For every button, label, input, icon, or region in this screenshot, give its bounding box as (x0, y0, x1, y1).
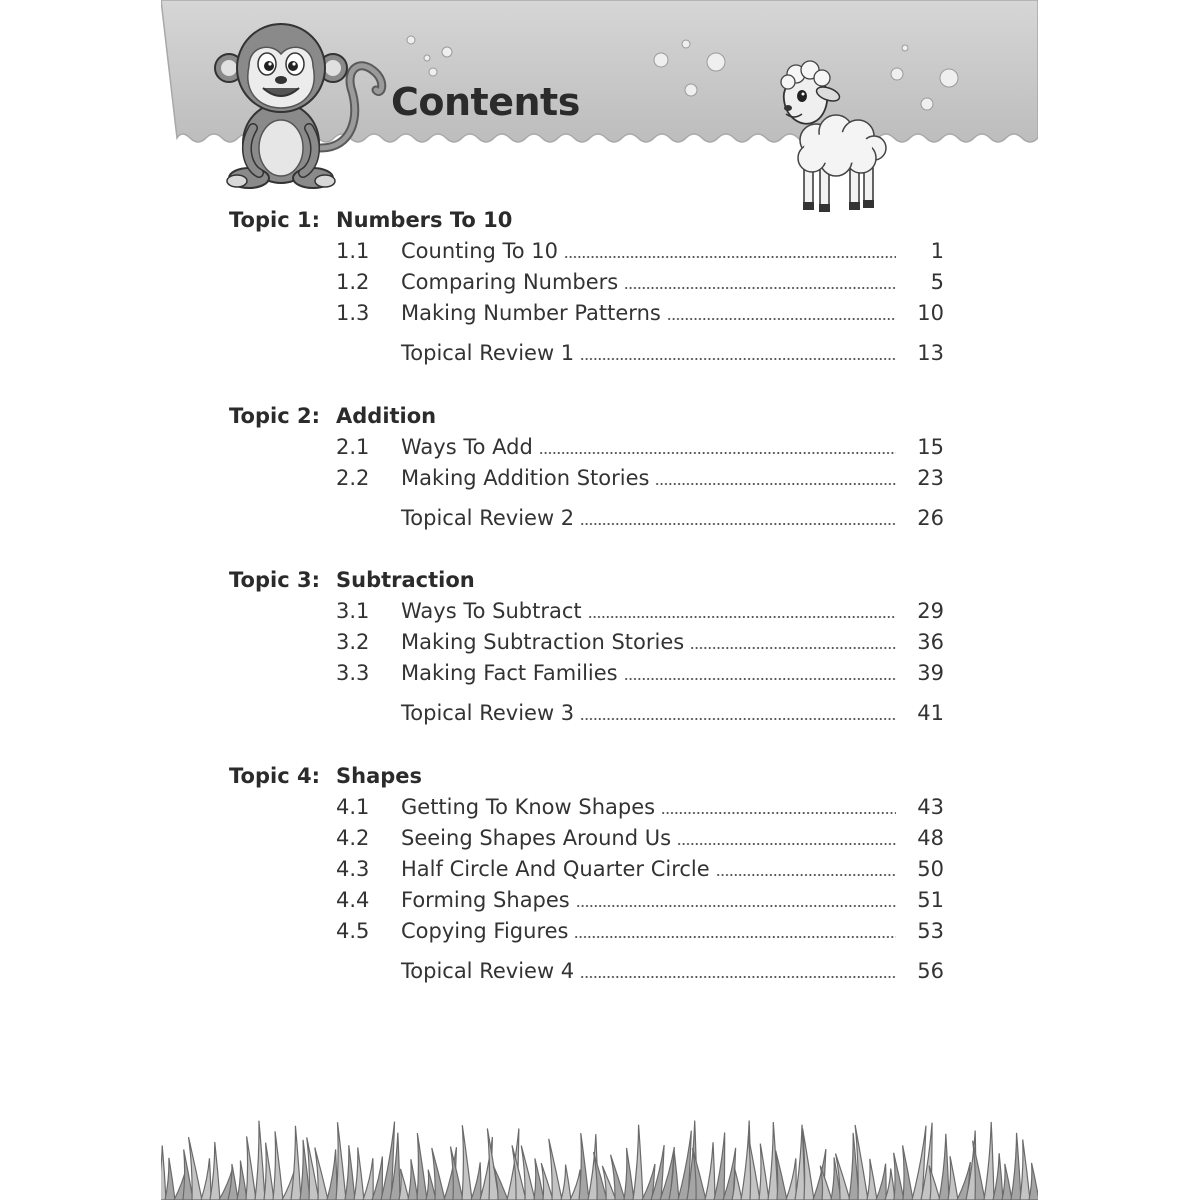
dot-leader (677, 843, 896, 845)
dot-leader (580, 976, 896, 978)
grass-leaf (876, 1164, 886, 1200)
toc-entry[interactable] (161, 661, 1038, 691)
grass-leaf (803, 1128, 814, 1200)
dot-leader (667, 318, 896, 320)
grass-leaf (363, 1158, 373, 1200)
lesson-title: Making Subtraction Stories (401, 630, 690, 654)
toc-entry-review[interactable] (161, 959, 1038, 989)
grass-leaf (570, 1170, 580, 1200)
dot-leader (564, 256, 896, 258)
topic-label: Topic 1: (229, 208, 320, 232)
topic-name: Subtraction (336, 568, 475, 592)
dot-leader (576, 905, 896, 907)
review-title: Topical Review 3 (401, 701, 580, 725)
lesson-number: 3.3 (336, 661, 370, 685)
lesson-title: Copying Figures (401, 919, 574, 943)
toc-entry[interactable] (161, 270, 1038, 300)
topic-name: Shapes (336, 764, 423, 788)
grass-leaf (327, 1149, 337, 1200)
lesson-number: 4.1 (336, 795, 370, 819)
dot-leader (580, 718, 896, 720)
page-number: 15 (917, 435, 944, 459)
grass-leaf (354, 1147, 364, 1200)
grass-leaf (336, 1122, 346, 1200)
toc-entry[interactable] (161, 826, 1038, 856)
grass-leaf (345, 1145, 355, 1200)
lesson-title: Getting To Know Shapes (401, 795, 661, 819)
grass-leaf (624, 1148, 634, 1200)
grass-leaf (462, 1125, 472, 1200)
toc-entry[interactable] (161, 466, 1038, 496)
grass-leaf (237, 1161, 247, 1200)
review-title: Topical Review 4 (401, 959, 580, 983)
page-number: 43 (917, 795, 944, 819)
topic-name: Addition (336, 404, 437, 428)
lesson-title: Ways To Subtract (401, 599, 588, 623)
topic-name: Numbers To 10 (336, 208, 513, 232)
lesson-number: 1.1 (336, 239, 370, 263)
lesson-title: Forming Shapes (401, 888, 576, 912)
lesson-title: Counting To 10 (401, 239, 564, 263)
lesson-title: Making Fact Families (401, 661, 624, 685)
grass-leaf (705, 1142, 715, 1200)
dot-leader (539, 452, 896, 454)
toc-entry-review[interactable] (161, 506, 1038, 536)
grass-leaf (776, 1151, 787, 1200)
lesson-number: 1.3 (336, 301, 370, 325)
grass-leaf (471, 1162, 481, 1200)
dot-leader (624, 678, 896, 680)
page-number: 1 (930, 239, 944, 263)
dot-leader (716, 874, 896, 876)
grass-border-illustration (161, 1120, 1038, 1200)
grass-leaf (948, 1156, 958, 1200)
page-number: 50 (917, 857, 944, 881)
page-number: 29 (917, 599, 944, 623)
toc-entry[interactable] (161, 919, 1038, 949)
toc-entry[interactable] (161, 435, 1038, 465)
grass-leaf (894, 1153, 904, 1200)
toc-entry[interactable] (161, 888, 1038, 918)
page-number: 36 (917, 630, 944, 654)
topic-label: Topic 2: (229, 404, 320, 428)
page-number: 26 (917, 506, 944, 530)
grass-leaf (408, 1159, 418, 1200)
grass-leaf (534, 1158, 544, 1200)
grass-leaf (867, 1159, 877, 1200)
grass-leaf (633, 1125, 643, 1200)
grass-leaf (748, 1136, 760, 1200)
grass-leaf (984, 1122, 994, 1200)
page-number: 39 (917, 661, 944, 685)
lesson-number: 4.2 (336, 826, 370, 850)
review-title: Topical Review 1 (401, 341, 580, 365)
dot-leader (574, 936, 896, 938)
grass-leaf (161, 1145, 166, 1200)
toc-entry-review[interactable] (161, 341, 1038, 371)
grass-leaf (1020, 1139, 1030, 1200)
grass-leaf (399, 1169, 409, 1200)
topic-label: Topic 4: (229, 764, 320, 788)
table-of-contents (161, 0, 1038, 1200)
grass-leaf (939, 1134, 949, 1200)
toc-entry[interactable] (161, 301, 1038, 331)
topic-label: Topic 3: (229, 568, 320, 592)
lesson-title: Making Addition Stories (401, 466, 655, 490)
grass-leaf (264, 1143, 274, 1200)
grass-leaf (273, 1131, 283, 1200)
grass-leaf (820, 1166, 832, 1200)
review-title: Topical Review 2 (401, 506, 580, 530)
grass-leaf (786, 1158, 796, 1200)
grass-leaf (291, 1126, 301, 1200)
grass-leaf (246, 1136, 256, 1200)
page-number: 51 (917, 888, 944, 912)
page-number: 5 (930, 270, 944, 294)
grass-leaf (714, 1132, 725, 1200)
toc-entry[interactable] (161, 239, 1038, 269)
page-number: 23 (917, 466, 944, 490)
page-number: 48 (917, 826, 944, 850)
page-number: 10 (917, 301, 944, 325)
dot-leader (690, 647, 896, 649)
lesson-title: Seeing Shapes Around Us (401, 826, 677, 850)
grass-leaf (993, 1153, 1003, 1200)
grass-leaf (561, 1165, 571, 1200)
toc-entry[interactable] (161, 857, 1038, 887)
dot-leader (655, 483, 896, 485)
lesson-number: 4.4 (336, 888, 370, 912)
lesson-number: 2.2 (336, 466, 370, 490)
toc-entry[interactable] (161, 795, 1038, 825)
page-number: 13 (917, 341, 944, 365)
grass-leaf (1029, 1163, 1038, 1200)
lesson-title: Comparing Numbers (401, 270, 624, 294)
toc-entry[interactable] (161, 599, 1038, 629)
grass-leaf (255, 1121, 265, 1200)
toc-entry[interactable] (161, 630, 1038, 660)
grass-leaf (741, 1120, 751, 1200)
grass-leaf (417, 1133, 427, 1200)
page-number: 53 (917, 919, 944, 943)
dot-leader (580, 358, 896, 360)
grass-leaf (1011, 1133, 1021, 1200)
grass-leaf (903, 1145, 913, 1200)
grass-leaf (759, 1144, 769, 1200)
grass-leaf (1002, 1164, 1012, 1200)
grass-leaf (201, 1158, 211, 1200)
lesson-number: 1.2 (336, 270, 370, 294)
lesson-number: 3.1 (336, 599, 370, 623)
dot-leader (588, 616, 896, 618)
grass-leaf (579, 1133, 589, 1200)
lesson-title: Half Circle And Quarter Circle (401, 857, 716, 881)
page-number: 56 (917, 959, 944, 983)
lesson-number: 3.2 (336, 630, 370, 654)
page-title: Contents (391, 80, 580, 124)
lesson-number: 2.1 (336, 435, 370, 459)
dot-leader (624, 287, 896, 289)
dot-leader (661, 812, 896, 814)
toc-entry-review[interactable] (161, 701, 1038, 731)
lesson-number: 4.3 (336, 857, 370, 881)
lesson-number: 4.5 (336, 919, 370, 943)
dot-leader (580, 523, 896, 525)
lesson-title: Ways To Add (401, 435, 539, 459)
page-number: 41 (917, 701, 944, 725)
contents-page (161, 0, 1038, 1200)
lesson-title: Making Number Patterns (401, 301, 667, 325)
grass-leaf (165, 1158, 175, 1200)
grass-leaf (929, 1166, 940, 1200)
grass-leaf (210, 1142, 220, 1200)
